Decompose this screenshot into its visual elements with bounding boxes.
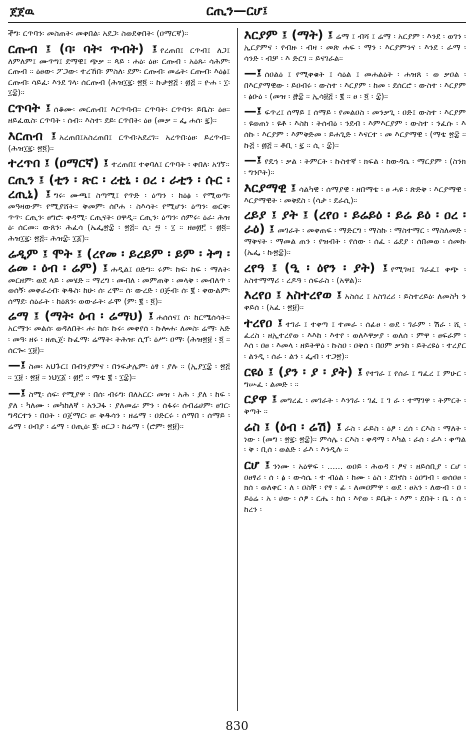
left-column (8, 28, 230, 711)
entry-definition: ንነሙ ፡ አዕዋፍ ፡ ...... ወዐይ ፡ ሕወዳ ፡ ፆና ፡ ዘይሰቢያ ፡ ርሆ ፡ ዐፀፃሪ ፡ ሰ ፡ ፅ ፡ ውሳሴ ፡ ተ ብዕል ፡ ከሙ ፡ ዕስ ፡ ደገኖስ ፡ ዕዐግብ ፡ ወሰዐፀ ፡ ክሰ ፡ ወለቀር ፡ ለ ፡ ዐስቸ ፡ የፃ ፡ ፊ ፡ ለመዐምዋ ፡ ወደ ፡ ፀአን ፡ ለውብ ፡ ዐ ፡ ይዕሬ ፡ አ ፡ ሀው ፡ ሶፆ ፡ ርሔ ፡ ከሰ ፡ እየወ ፡ ይቤት ፡ እም ፡ ደበት ፡ ቤ ፡ ሰ ፡ ከረን ፡ (244, 460, 466, 514)
entry-definition: ፍጥረ፤ ሰማይ ፤ ሰማይ ፡ የመልዐስ ፡ መንቃጊ ፡ ዐድ፤ ውስተ ፡ እርያም ፡ ዩወጠነ ፡ ዩቶ ፡ እስከ ፡ ትሰብዕ ፡ ንደብ ፡ እምእርያም ፡ ውስተ ፡ ንፈሱ ፡ እ ሰኩ ፡ እርያም ፡ እምቅድመ ፡ ይሐጊድ ፡ እናርተ ፡ መ እርያማዊ ፡ (ማቴ ፳፰ ። ኩ፭ ፡ ፴፭ ። ቶቢ ፡ ፯ ። ሲ ፡ ፰)። (244, 107, 466, 150)
entry-definition: ሬማ ፤ ብሻ ፤ ሬማ ፡ አርያም ፡ እንደ ፡ ወገን ፡ ኢርያምና ፡ የብዙ ፡ ብዛ ፡ መጽ ሐፍ ፡ ማን ፡ እርያምንና ፡ እንደ ፡ ራማ ፡ ሳንድ ፡ ብቻ ፡ እ ድርገ ። ይናገራል። (244, 31, 466, 63)
dictionary-entry (244, 104, 466, 150)
dictionary-entry (244, 181, 466, 206)
entry-headword: እርያማዊ ፤ (244, 179, 297, 195)
dictionary-entry (8, 28, 230, 39)
entry-definition: ሐሰሰና፤ ሰ፡ ከርሜሰሳት። አርማን፡ መልሰ፡ ወዳለበት፡ ሐ፡ ከሰ፡ ኩሩ፡ መቀየሰ ፡ ኩሎሐ፡ ለመስ፡ ሬማ፡ አድ ፡ መዓ፡ ዘሩ ፡ ዘጢጀ፡ ኩፈማ፡ ሬማት፡ ትሕዝ፡ ሲፕ፡ ዕሥ፡ ዐማ፡ (ሕዝ፳፱ ፡ ፬ ። ሰርጐ፡ ፲፱)። (8, 312, 230, 355)
entry-headword: ረይያ ፤ ያት ፤ (ረየዐ ፡ ይሬይዕ ፡ ይሬ ይዕ ፡ ዐረ ፡ ራዕ) ፤ (244, 207, 466, 237)
dictionary-entry (8, 129, 230, 154)
dictionary-entry (244, 288, 466, 313)
entry-headword: ተረጥበ ፤ (ዐማርኛ) ፤ (8, 155, 109, 171)
entry-headword: እረየዐ ፤ አስተረየወ ፤ (244, 287, 342, 303)
page-header (8, 4, 466, 23)
dictionary-entry (8, 309, 230, 355)
entry-headword: ረየዓ ፤ (ዒ ፡ ዕየን ፡ ያት) ፤ (244, 259, 388, 275)
entry-definition: ሰዐልዕ ፤ የሚቀቁት ፤ ሳዕል ፤ መሐልዕት ፡ ሐዝጸ ፡ ወ ቃዐል ፡ በእርያማዊው ፡ ይዐብሩ ፡ ውስተ ፡ እርያም ፡ ከመ ፡ ደሰርሮ ፡ ውስተ ፡ እርያም ፡ ፅዑዕ ፡ (መዝ ፡ ፸፰ ። ኢሳ፱፭ ፡ ፪ ። ፀ ፡ ፬ ፡ ፰)። (244, 69, 466, 101)
entry-definition: የተገራ ፤ የሰራ ፤ ግፈረ ፤ ምሁር ፡ ግሡፈ ፡ ልመድ ፡ ። (244, 367, 466, 389)
dictionary-entry (244, 66, 466, 101)
entry-headword: ርዩዕ ፤ (ያን ፡ ያ ፡ ያት) ፤ (244, 363, 363, 379)
entry-definition: አስሰረ ፤ አስገረሪ ፡ ይስተረይዕ፡ ለመስካ ን ቀይሰ ፡ (አፈ ፡ ፳፱)። (244, 291, 466, 313)
dictionary-entry (8, 101, 230, 126)
entry-definition: ራስ ፡ ራይስ ፡ ዕፆ ፡ ረሰ ፡ ርእስ ፡ ማለት ፡ ነው ፡ (መግ ፡ ፳፯፡ ፳፰)። ምሳሌ ፡ ርእስ ፡ ቀዳማ ፡ እካል ፡ ራሰ ፡ ራእ ፡ ቀጣል ፡ ቅ ፡ ቢሰ ፡ ወልድ ፡ ራእ ፡ እንዲሉ ። (244, 422, 466, 455)
dictionary-entry (244, 365, 466, 390)
entry-headword: ርጢን ፤ (ቲን ፡ ጽር ፡ ረቲኒ ፡ ዐረ ፡ ራቲን ፡ ሱር ፡ ረጢኒ) ፤ (8, 172, 230, 202)
running-head-title: ርጢን—ርሆ፤ (206, 4, 268, 19)
dictionary-entry (244, 458, 466, 514)
entry-definition: የዴኅ ፡ ቃል ፡ ትምርት ፡ ኩስተኛ ፡ ክፍል ፡ ከውዳሴ ፡ ማርያም ፡ (ስንክ ፡ ግንቦት)። (244, 156, 466, 178)
entry-definition: ሐዲል፤ ዐድግ። ሩም፡ ከፍ፡ ከፍ ፡ ማለት፡ መርዘም፡ ወደ ላይ ፡ መሄድ ። ማረግ ፡ መብለ ፡ መምጠቅ ፡ መላቅ ፡ መብለጥ ፡ ወሰኝ፡ መቀራረብ፡ ቅዱስ፡ ከሁ፡ ሰ፡ ረሞ። ሰ፡ ውረድ ፡ ዐጅብ፡ ሰ፡ ፪ ፡ ቀውልም፡ ሰማደ፡ ሰዕራት ፡ ከዕጸን፡ ወውራት፡ ራሞ (ም፡ ፪ ፡ ፬)። (8, 263, 230, 306)
column-divider (237, 28, 238, 711)
entry-definition: ስመ፡ አህጉር፤ በብንያምና ፡ በንፍታሌም፡ ዕፃ ፡ ያሉ ። (ኢያ፲፰ ፡ ፳፭ ። ፲፱ ፡ ፳፱ ። ነህ፲፩ ፡ ፴፫ ። ማቴ ፪ ፡ ፲፰)። (8, 361, 230, 383)
entry-definition: መግረፈ ፡ መገራት ፡ እንገራ ፡ ገፈ ፤ ገ ራ ፡ ተማገዋ ፡ ትምርት ፡ ቅጣት ። (244, 395, 466, 417)
dictionary-entry (244, 28, 466, 63)
entry-headword: —፤ (244, 152, 262, 168)
entry-headword: ርያዋ ፤ (244, 391, 278, 407)
entry-headword: እርጠብ ፤ (8, 127, 57, 143)
dictionary-entry (8, 358, 230, 383)
dictionary-entry (8, 247, 230, 307)
dictionary-entry (244, 420, 466, 455)
entry-headword: ርጥባት ፤ (8, 99, 51, 115)
entry-headword: ርጡብ ፤ (ባ፡ ባት፡ ጥብት) ፤ (8, 40, 158, 56)
running-head-left: ጀጀዉ (10, 5, 35, 18)
entry-headword: ርሆ ፤ (244, 456, 270, 472)
entry-headword: —፤ (8, 357, 26, 373)
dictionary-entry (8, 386, 230, 432)
entry-headword: —፤ (244, 65, 262, 81)
entry-definition: ተረጠበ፤ ተቀባለ፤ ርጥባት ፡ ቀበለ፡ አገኘ። (111, 159, 230, 170)
dictionary-entry (8, 156, 230, 170)
dictionary-entry (244, 208, 466, 257)
dictionary-entry (244, 153, 466, 178)
entry-definition: ችግ፡ ርጥባን፡ መስጠት፡ መቀበል፡ አደጋ፡ ስወደቀበት፡ (ዐማርኛ)። (8, 28, 189, 38)
entry-definition: ተገራ ፤ ተቀጣ ፤ ተመራ ፡ ሰፊፀ ፡ ወደ ፡ ገራም ፡ ሽራ ፡ ሺ ፡ ፈረስ ፡ ዘኢተረየወ ፡ እእከ ፡ እተየ ፡ ወለእዋቃያ ፡ ወለሰ ፡ ምዋ ፡ ፀፍራም ፡ እሰ ፡ ዐፀ ፡ እመላ ፡ ዘይትዋዕ ፡ ኩስዐ ፡ ዐቅሰ ፡ በዐም ቃንከ ፡ ይትረዩዕ ፡ ተረያር ፡ ልንዲ ፡ ሰራ ፡ ልን ፡ ፌብ ፡ ተጋ፳)። (244, 318, 466, 361)
dictionary-entry (8, 173, 230, 243)
entry-headword: —፤ (244, 103, 262, 119)
entry-definition: ሰቆሙ፡ መርጠብ፤ እርጥባብ። ርጥባት፡ ርጥባን፡ ይቤስ፡ ዕፀ። ዘይፈዉስ፡ ርጥባት ፡ ሰብ። እስተ፡ ደይ፡ ርጥበት፡ ዕፀ (መቃ ። ፌ ሐሰ፡ ፯)። (8, 103, 230, 125)
dictionary-entry (8, 42, 230, 98)
dictionary-entry (244, 392, 466, 417)
entry-definition: የረጠበ፤ ርጥብ፤ ለጋ፤ ለምለም፤ ሙጥግ፤ ደማዊ፤ ጭቃ ። ጳይ ፡ ሐዕ፡ ዕፀ፡ ርጡብ ፡ አዕጹ፡ ሳሕም፡ ርጡብ ። ዕፀው፡ ፖጋው፡ ተረኸበ፡ ምስለ፡ ደም፡ ርጡብ፡ መሬት፡ ርጡብ፡ እዕፅ፤ ርጡብ፡ ሳይፈ፡ እንደ ገላ፡ ሰርጡብ (ሕዝ፲፯፡ ፳፬ ። ኩታ፳፭ ፡ ፴፭ ። ዮሐ ፡ ፲፡ ፲፰)። (8, 44, 230, 98)
dictionary-entry (244, 316, 466, 362)
entry-headword: ሬስ ፤ (ዕብ ፡ ሬሽ) ፤ (244, 418, 342, 434)
entry-definition: አረጠበ፤አስረጠበ፤ ርጥብ፡አደረገ። አረጥበ፡ዕፀ፡ ይረጥብ። (ሕዝ፲፯፡ ፳፬)። (8, 131, 230, 153)
entry-headword: ተረየዐ ፤ (244, 314, 283, 330)
entry-headword: እርያም ፤ (ማት) ፤ (244, 28, 333, 42)
dictionary-entry (244, 261, 466, 286)
entry-definition: የሚገዛ፤ ገራፈ፤ ቀጭ ፡ አስተማማሪ ፡ ረዶዓ ፡ ሰፍራስ ፡ (አዋል)። (244, 263, 466, 285)
entry-headword: ሬማ ፤ (ማት፡ ዕብ ፡ ሬማህ) ፤ (8, 308, 154, 324)
entry-definition: ግሩ፡ ሙጫ፤ ስጣሚ፤ የጥድ ፡ ዕጣን ፡ ከዕፅ ፡ የሚወጣ፡ መዓዛውም፡ የሚያሸት። ቅመም፡ ሰቦሐ ፡ ስእሳት፡ የሚሆን፡ ዕጣን፡ ወርቅ፡ ጥጥ፡ ርጢን፡ ፀግሮ፡ ቀዳሚ፡ ርጢናት፡ ዐዋዲ። ርጢን፡ ዕጣን፡ ሰምሩ፡ ዕራ፡ ሕዝ ዕ፡ ሰርመ። ውጸን፡ ሕፈሳ (ኤፌ፳፰ ፡ ፳፭። ሲ፡ ፵ ፡ ፲ ። ዘፀ፴፫ ፡ ፴፬። ሕዝ፲፯፡ ፳፭። ሕዝ፰፡ ፲፩)። (8, 190, 230, 243)
entry-headword: ሬዲም ፤ ሞት ፤ (ረየመ ፡ ይረይም ፡ ይም ፡ ትግ ፡ ሬመ ፡ ዕብ ፡ ሬም) ፤ (8, 245, 230, 275)
entry-definition: ሳልካዊ ፡ ሰማያዊ ፡ ዘበማቴ ፡ ፀ ሓዩ ፡ ጽድቅ ፡ እርያማዊ ፡ እርያማዊት ፡ መቅደስ ፡ (ሳታ ፡ ደራሲ)። (244, 183, 466, 205)
entry-headword: —፤ (8, 384, 26, 400)
entry-definition: መገራት ፡ መቀጠፍ ፡ ማድርግ ፡ ማስኩ ፡ ማስተማር ፡ ማስለመድ ፡ ማቅናት ፡ ማመል ጠን ፡ የዝብት ፡ የሰው ፡ ሰፈ ፡ ሬደያ ፡ ሰበመወ ፡ ሰመኩ (ኤፌ ፡ ኩ፳፰)። (244, 225, 466, 257)
entry-definition: ስሚ፡ ሰፍ፡ የሚያዋ ፡ በሰ፡ ብሩግ፡ በለአርር፡ መዝ ፡ አሕ ፡ ያለ ፡ ከፍ ፡ ያለ ፡ ካለሙ ፡ መካከለኛ ፡ አንጋፋ ፡ ያለመሬ፡ ምን ፡ ሰፋሩ፡ ሰብሬሀም፡ ፀገር፡ ግዳርተን ፡ በዐት ፡ ዐጀማር፡ ፀ፡ ቅዱሳን ፡ ዘሬማ ፡ ዐድርሩ ፡ ሰማበ ፡ ሰማይ ፡ ሬማ ፡ ዐብያ ፡ ሬማ ፡ ዐጢዕ፡ ፪፡ ፀርጋ ፡ ከሬማ ፡ (ሮም፡ ፳፱)። (8, 388, 230, 431)
right-column (244, 28, 466, 711)
page-number: 830 (225, 719, 249, 733)
